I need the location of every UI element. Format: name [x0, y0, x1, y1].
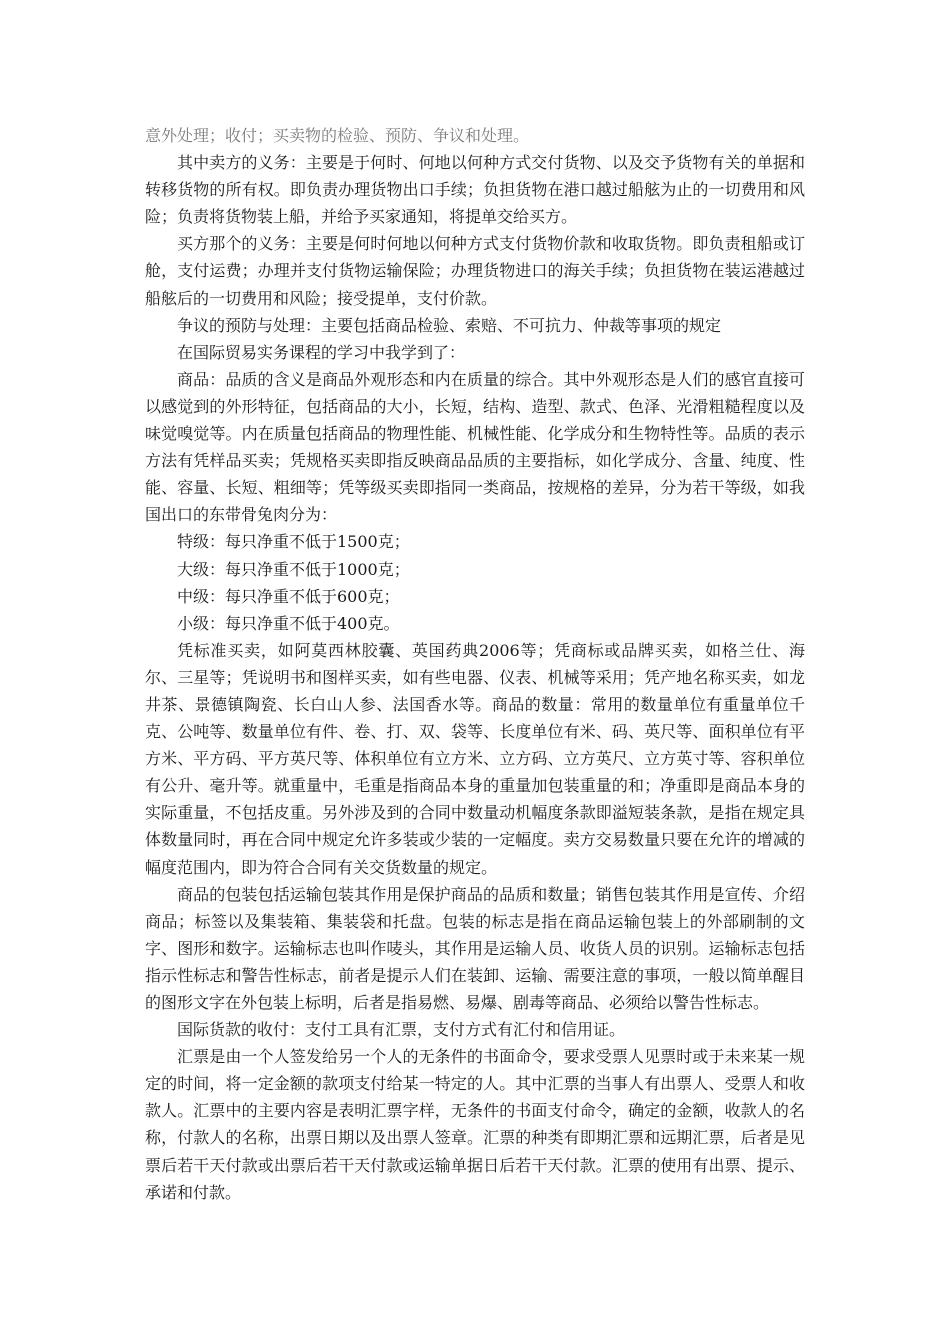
paragraph-payment: 国际货款的收付：支付工具有汇票，支付方式有汇付和信用证。 — [177, 1020, 626, 1040]
paragraph-dispute: 争议的预防与处理：主要包括商品检验、索赔、不可抗力、仲裁等事项的规定 — [177, 315, 722, 335]
paragraph-course-intro: 在国际贸易实务课程的学习中我学到了： — [177, 342, 466, 362]
paragraph-buyer-obligations: 买方那个的义务：主要是何时何地以何种方式支付货物价款和收取货物。即负责租船或订舱，支付运费；办理并支付货物运输保险；办理货物进口的海关手续；负担货物在装运港越过船舷后的一切费用和风险；接受提单，支付价款。 — [145, 234, 805, 308]
paragraph-seller-obligations: 其中卖方的义务：主要是于何时、何地以何种方式交付货物、以及交予货物有关的单据和转移货物的所有权。即负责办理货物出口手续；负担货物在港口越过船舷为止的一切费用和风险；负责将货物装上船，并给予买家通知，将提单交给买方。 — [145, 153, 805, 227]
paragraph-quality: 商品：品质的含义是商品外观形态和内在质量的综合。其中外观形态是人们的感官直接可以感觉到的外形特征，包括商品的大小，长短，结构、造型、款式、色泽、光滑粗糙程度以及味觉嗅觉等。内在质量包括商品的物理性能、机械性能、化学成分和生物特性等。品质的表示方法有凭样品买卖；凭规格买卖即指反映商品品质的主要指标，如化学成分、含量、纯度、性能、容量、长短、粗细等；凭等级买卖即指同一类商品，按规格的差异，分为若干等级，如我国出口的东带骨兔肉分为： — [145, 369, 805, 525]
paragraph-bill-of-exchange: 汇票是由一个人签发给另一个人的无条件的书面命令，要求受票人见票时或于未来某一规定的时间，将一定金额的款项支付给某一特定的人。其中汇票的当事人有出票人、受票人和收款人。汇票中的主要内容是表明汇票字样，无条件的书面支付命令，确定的金额，收款人的名称，付款人的名称，出票日期以及出票人签章。汇票的种类有即期汇票和远期汇票，后者是见票后若干天付款或出票后若干天付款或运输单据日后若干天付款。汇票的使用有出票、提示、承诺和付款。 — [145, 1047, 805, 1202]
paragraph-packaging: 商品的包装包括运输包装其作用是保护商品的品质和数量；销售包装其作用是宣传、介绍商品；标签以及集装箱、集装袋和托盘。包装的标志是指在商品运输包装上的外部刷制的文字、图形和数字。运输标志也叫作唛头，其作用是运输人员、收货人员的识别。运输标志包括指示性标志和警告性标志，前者是提示人们在装卸、运输、需要注意的事项，一般以简单醒目的图形文字在外包装上标明，后者是指易燃、易爆、剧毒等商品、必须给以警告性标志。 — [145, 884, 805, 1012]
document-body — [145, 122, 805, 1206]
grade-item-small: 小级：每只净重不低于400克。 — [177, 613, 400, 633]
grade-item-large: 大级：每只净重不低于1000克； — [177, 559, 410, 579]
paragraph-continued: 意外处理；收付；买卖物的检验、预防、争议和处理。 — [145, 126, 530, 145]
grade-item-medium: 中级：每只净重不低于600克； — [177, 586, 400, 606]
paragraph-standard-quantity: 凭标准买卖，如阿莫西林胶囊、英国药典2006等；凭商标或品牌买卖，如格兰仕、海尔、三星等；凭说明书和图样买卖，如有些电器、仪表、机械等采用；凭产地名称买卖，如龙井茶、景德镇陶瓷、长白山人参、法国香水等。商品的数量：常用的数量单位有重量单位千克、公吨等、数量单位有件、卷、打、双、袋等、长度单位有米、码、英尺等、面积单位有平方米、平方码、平方英尺等、体积单位有立方米、立方码、立方英尺、立方英寸等、容积单位有公升、毫升等。就重量中，毛重是指商品本身的重量加包装重量的和；净重即是商品本身的实际重量，不包括皮重。另外涉及到的合同中数量动机幅度条款即溢短装条款，是指在规定具体数量同时，再在合同中规定允许多装或少装的一定幅度。卖方交易数量只要在允许的增减的幅度范围内，即为符合合同有关交货数量的规定。 — [145, 640, 805, 877]
grade-item-special: 特级：每只净重不低于1500克； — [177, 532, 410, 552]
